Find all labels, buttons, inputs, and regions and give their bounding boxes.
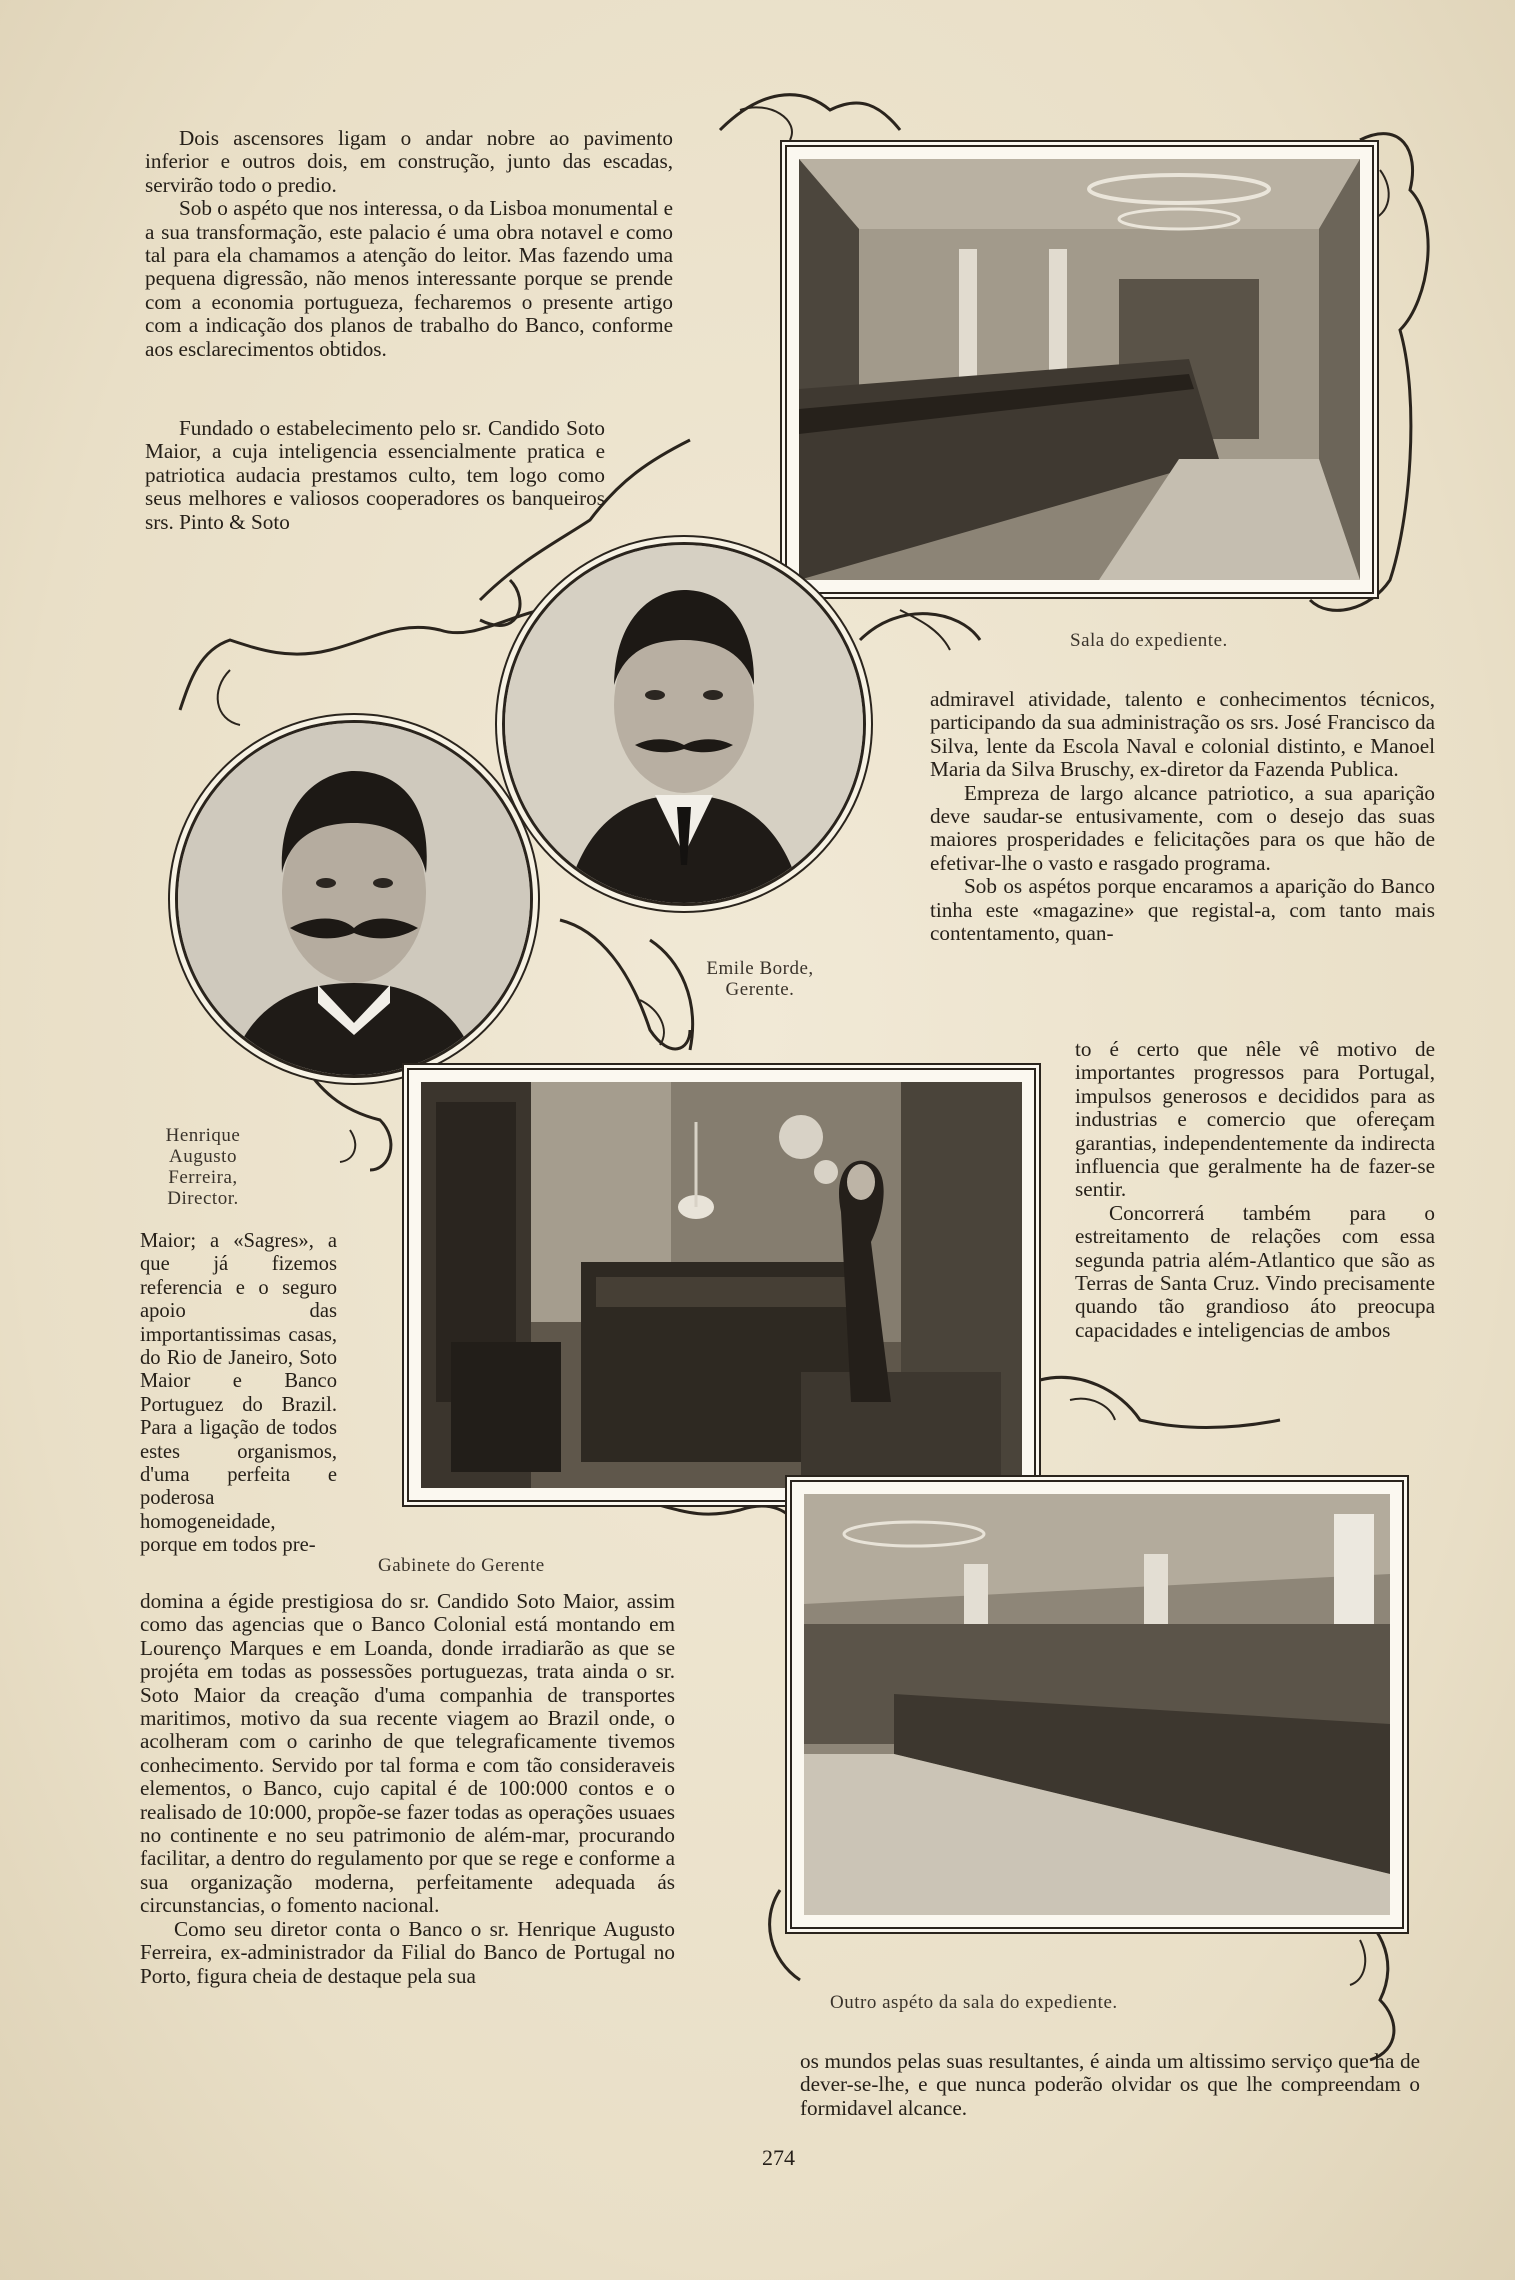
caption-outro-aspeto: Outro aspéto da sala do expediente. [830,1992,1118,2013]
caption-emile-borde: Emile Borde, Gerente. [706,958,814,1000]
paragraph: Como seu diretor conta o Banco o sr. Henrique Augusto Ferreira, ex-administrador da Filial do Banco de Portugal no Porto, figura cheia de destaque pela sua [140,1916,675,1988]
paragraph: Fundado o estabelecimento pelo sr. Candido Soto Maior, a cuja inteligencia essencialmente pratica e patriotica audacia prestamos culto, tem logo como seus melhores e valiosos cooperadores os banqueiros srs. Pinto & Soto [145,416,605,534]
man-portrait-image [178,723,530,1075]
man-portrait-image [505,545,863,903]
paragraph: Maior; a «Sagres», a que já fizemos referencia e o seguro apoio das importantissimas casas, do Rio de Janeiro, Soto Maior e Banco Portuguez do Brazil. Para a ligação de todos estes organismos, d'uma perfeita e poderosa homogeneidade, porque em todos pre- [140,1230,337,1557]
column-bottom-left [140,1590,675,1988]
paragraph: to é certo que nêle vê motivo de importantes progressos para Portugal, impulsos generosos e decididos para as industrias e comercio que ofereçam garantias, independentemente da indirecta influencia que geralmente ha de fazer-se sentir. [1075,1037,1435,1202]
photo-frame-sala-expediente [785,145,1374,594]
portrait-henrique-ferreira [175,720,533,1078]
paragraph: Sob os aspétos porque encaramos a aparição do Banco tinha este «magazine» que registal-a, com tanto mais contentamento, quan- [930,874,1435,946]
photo-frame-gabinete [407,1068,1036,1502]
column-bottom-right [800,2050,1420,2120]
paragraph: Empreza de largo alcance patriotico, a sua aparição deve saudar-se entusivamente, com o desejo das suas maiores prosperidades e felicitações para os que hão de efetivar-lhe o vasto e rasgado programa. [930,780,1435,875]
hall-photo [799,159,1360,580]
column-right-upper [930,688,1435,945]
caption-sala-expediente: Sala do expediente. [1070,630,1228,651]
paragraph: os mundos pelas suas resultantes, é ainda um altissimo serviço que ha de dever-se-lhe, e que nunca poderão olvidar os que lhe compreendam o formidavel alcance. [800,2049,1420,2120]
column-right-middle [1075,1038,1435,1342]
portrait-emile-borde [502,542,866,906]
paragraph: Concorrerá também para o estreitamento de relações com essa segunda patria além-Atlantico que são as Terras de Santa Cruz. Vindo precisamente quando tão grandioso áto preocupa capacidades e inteligencias de ambos [1075,1200,1435,1342]
page-number: 274 [762,2145,795,2170]
column-top-left [145,127,673,361]
paragraph: domina a égide prestigiosa do sr. Candido Soto Maior, assim como das agencias que o Banco Colonial está montando em Lourenço Marques e em Loanda, donde irradiarão as que se projéta em todas as possessões portuguezas, trata ainda o sr. Soto Maior da creação d'uma companhia de transportes maritimos, motivo da sua recente viagem ao Brazil onde, o acolheram com o carinho de que telegraficamente tivemos conhecimento. Servido por tal forma e com tão consideraveis elementos, o Banco, cujo capital é de 100:000 contos e o realisado de 10:000, propõe-se fazer todas as operações usuaes no continente e no seu patrimonio de além-mar, procurando facilitar, a dentro do regulamento por que se rege e conforme a sua organização moderna, perfeitamente adequada ás circunstancias, o fomento nacional. [140,1589,675,1918]
office-photo [421,1082,1022,1488]
paragraph: admiravel atividade, talento e conhecimentos técnicos, participando da sua administração os srs. José Francisco da Silva, lente da Escola Naval e colonial distinto, e Manoel Maria da Silva Bruschy, ex-diretor da Fazenda Publica. [930,687,1435,782]
caption-gabinete: Gabinete do Gerente [378,1555,545,1576]
paragraph: Dois ascensores ligam o andar nobre ao pavimento inferior e outros dois, em construção, junto das escadas, servirão todo o predio. [145,126,673,197]
photo-frame-outro-aspeto [790,1480,1404,1929]
hall-photo-2 [804,1494,1390,1915]
caption-henrique-ferreira: Henrique Augusto Ferreira, Director. [165,1125,241,1209]
column-mid-left [140,1230,337,1558]
paragraph: Sob o aspéto que nos interessa, o da Lisboa monumental e a sua transformação, este palacio é uma obra notavel e como tal para ela chamamos a atenção do leitor. Mas fazendo uma pequena digressão, não menos interessante porque se prende com a economia portugueza, fecharemos o presente artigo com a indicação dos planos de trabalho do Banco, conforme aos esclarecimentos obtidos. [145,196,673,361]
column-top-left-narrow [145,417,605,534]
